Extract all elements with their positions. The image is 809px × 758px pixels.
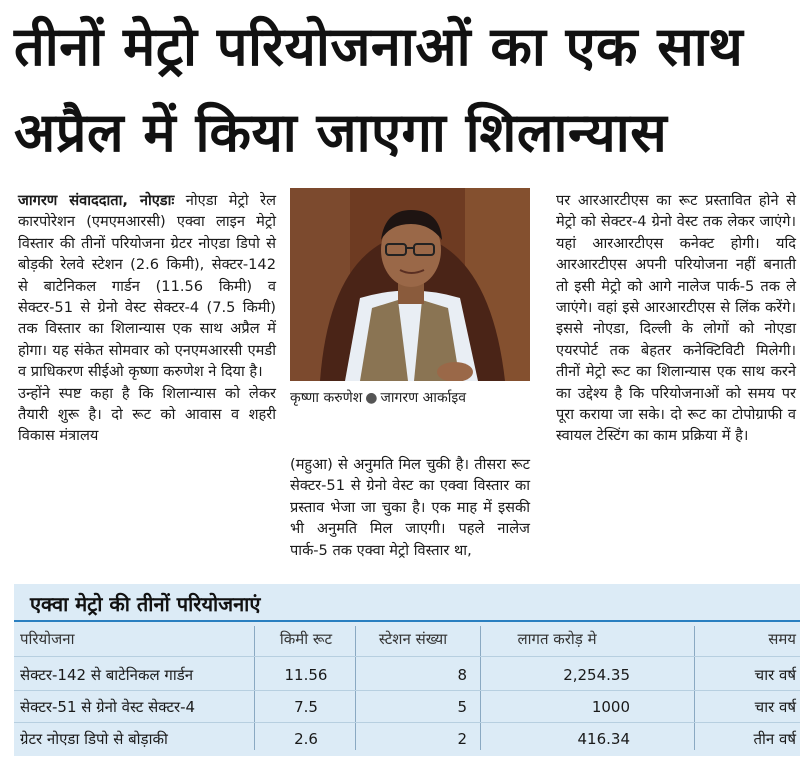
cell-time: चार वर्ष (754, 698, 796, 716)
caption-source: जागरण आर्काइव (380, 390, 466, 406)
projects-table (14, 584, 800, 756)
article-paragraph-3 (290, 454, 530, 561)
article-column-2 (290, 454, 530, 561)
byline: जागरण संवाददाता, नोएडाः (18, 192, 175, 209)
portrait-illustration (290, 188, 530, 381)
cell-station-count: 5 (457, 698, 467, 716)
header-time: समय (768, 630, 796, 648)
table-title: एक्वा मेट्रो की तीनों परियोजनाएं (30, 592, 261, 616)
header-km-route: किमी रूट (279, 630, 333, 648)
cell-project: ग्रेटर नोएडा डिपो से बोड़ाकी (20, 730, 168, 748)
bullet-icon: ● (365, 390, 378, 406)
portrait-photo (290, 188, 530, 381)
cell-project: सेक्टर-51 से ग्रेनो वेस्ट सेक्टर-4 (20, 698, 196, 716)
cell-project: सेक्टर-142 से बाटेनिकल गार्डन (20, 666, 194, 684)
table-row (14, 660, 800, 690)
row-divider (14, 690, 800, 691)
cell-time: तीन वर्ष (753, 730, 796, 748)
article-paragraph-1 (18, 190, 276, 383)
cell-cost: 2,254.35 (563, 666, 630, 684)
caption-name: कृष्णा करुणेश (290, 390, 363, 406)
article-paragraph-2 (18, 383, 276, 447)
article-column-3 (556, 190, 796, 447)
cell-station-count: 2 (457, 730, 467, 748)
cell-cost: 1000 (591, 698, 630, 716)
header-cost: लागत करोड़ मे (517, 630, 597, 648)
headline-line-2: अप्रैल में किया जाएगा शिलान्यास (14, 101, 668, 164)
row-divider (14, 722, 800, 723)
header-project: परियोजना (20, 630, 75, 648)
table-row (14, 724, 800, 754)
cell-km-route: 2.6 (294, 730, 318, 748)
cell-km-route: 11.56 (284, 666, 328, 684)
article-paragraph-4 (556, 190, 796, 447)
headline-line-1: तीनों मेट्रो परियोजनाओं का एक साथ (14, 15, 744, 78)
cell-time: चार वर्ष (754, 666, 796, 684)
table-row (14, 692, 800, 722)
article-text-1: नोएडा मेट्रो रेल कारपोरेशन (एमएमआरसी) एक्वा लाइन मेट्रो विस्तार की तीनों परियोजना ग्रेटर नोएडा डिपो से बोड़की रेलवे स्टेशन (2.6 किमी), सेक्टर-142 से बाटेनिकल गार्डन (11.56 किमी) व सेक्टर-51 से ग्रेनो वेस्ट सेक्टर-4 (7.5 किमी) तक विस्तार का शिलान्यास एक साथ अप्रैल में होगा। यह संकेत सोमवार को एनएमआरसी एमडी व प्राधिकरण सीईओ कृष्णा करुणेश ने दिया है। (18, 192, 276, 381)
article-text-3: (महुआ) से अनुमति मिल चुकी है। तीसरा रूट सेक्टर-51 से ग्रेनो वेस्ट का एक्वा विस्तार का प्रस्ताव भेजा जा चुका है। एक माह में इसकी भी अनुमति मिल जाएगी। पहले नालेज पार्क-5 तक एक्वा मेट्रो विस्तार था, (290, 456, 530, 559)
cell-cost: 416.34 (577, 730, 630, 748)
table-title-rule (14, 620, 800, 622)
article-text-4: पर आरआरटीएस का रूट प्रस्तावित होने से मेट्रो को सेक्टर-4 ग्रेनो वेस्ट तक लेकर जाएंगे। यहां आरआरटीएस कनेक्ट होगी। यदि आरआरटीएस अपनी परियोजना नहीं बनाती तो इसी मेट्रो को आगे नालेज पार्क-5 तक ले जाएंगे। वहां इसे आरआरटीएस से लिंक करेंगे। इससे नोएडा, दिल्ली के लोगों को नोएडा एयरपोर्ट तक बेहतर कनेक्टिविटी मिलेगी। तीनों मेट्रो रूट का शिलान्यास एक साथ करने का उद्देश्य है कि परियोजनाओं को समय पर पूरा कराया जा सके। दो रूट का टोपोग्राफी व स्वायल टेस्टिंग का काम प्रक्रिया में है। (556, 192, 796, 445)
row-divider (14, 656, 800, 657)
header-station-count: स्टेशन संख्या (378, 630, 448, 648)
photo-caption (290, 388, 530, 408)
table-header-row (14, 624, 800, 654)
cell-km-route: 7.5 (294, 698, 318, 716)
article-text-2: उन्होंने स्पष्ट कहा है कि शिलान्यास को लेकर तैयारी शुरू है। दो रूट को आवास व शहरी विकास मंत्रालय (18, 384, 276, 445)
cell-station-count: 8 (457, 666, 467, 684)
article-column-1 (18, 190, 276, 447)
